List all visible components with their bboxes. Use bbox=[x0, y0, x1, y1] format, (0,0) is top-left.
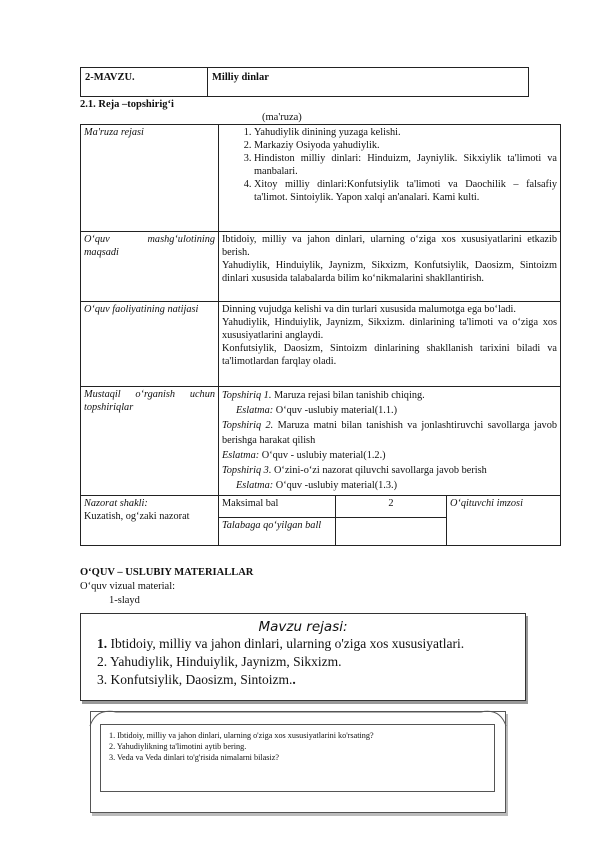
independent-cell bbox=[219, 387, 561, 496]
task-3 bbox=[222, 463, 557, 478]
note-3 bbox=[222, 478, 557, 493]
goal-cell bbox=[219, 232, 561, 302]
teacher-signature-label: O‘qituvchi imzosi bbox=[447, 496, 561, 546]
note-2 bbox=[222, 448, 557, 463]
slide-2-question: 3. Veda va Veda dinlari to'g'risida nimalarni bilasiz? bbox=[109, 753, 279, 762]
plan-cell bbox=[219, 125, 561, 232]
slide-1-line-num: 1. bbox=[97, 636, 108, 651]
student-score-value bbox=[336, 518, 447, 546]
lesson-plan-table bbox=[80, 124, 561, 546]
goal-line: Yahudiylik, Hinduiylik, Jaynizm, Sikxizm, Konfutsiylik, Daosizm, Sintoizm dinlari xususida talabalarda bilim ko‘nikmalarini shakllantirish. bbox=[222, 260, 557, 284]
task-1 bbox=[222, 388, 557, 403]
task-1-text: Maruza rejasi bilan tanishib chiqing. bbox=[271, 390, 425, 401]
materials-title: O‘QUV – USLUBIY MATERIALLAR bbox=[80, 567, 254, 578]
control-label: Nazorat shakli: bbox=[84, 498, 148, 509]
slide-1-line-num: 2. bbox=[97, 654, 108, 669]
task-2 bbox=[222, 418, 557, 448]
plan-item: 2. Markaziy Osiyoda yahudiylik. bbox=[254, 139, 557, 152]
plan-item: 3. Hindiston milliy dinlari: Hinduizm, Jayniylik. Sikxiylik ta'limoti va manbalari. bbox=[254, 152, 557, 178]
topic-number: 2-MAVZU. bbox=[81, 68, 208, 97]
slide-2-question: 2. Yahudiylikning ta'limotini aytib bering. bbox=[109, 742, 247, 751]
task-3-text: O‘zini-o‘zi nazorat qiluvchi savollarga javob berish bbox=[271, 465, 487, 476]
slide-label: 1-slayd bbox=[109, 595, 140, 606]
result-line: Konfutsiylik, Daosizm, Sintoizm dinlarining shakllanish tarixini biladi va ta'limotlardan farqlay oladi. bbox=[222, 343, 557, 367]
slide-2-questions bbox=[100, 724, 495, 792]
note-1 bbox=[222, 403, 557, 418]
control-method: Kuzatish, og‘zaki nazorat bbox=[84, 511, 190, 522]
plan-item: 4. Xitoy milliy dinlari:Konfutsiylik ta'limoti va Daochilik – falsafiy ta'limot. Sintoiylik. Yapon xalqi an'analari. Kami kulti. bbox=[254, 178, 557, 204]
result-cell bbox=[219, 302, 561, 387]
control-label-cell bbox=[81, 496, 219, 546]
goal-line: Ibtidoiy, milliy va jahon dinlari, ularning o‘ziga xos xususiyatlarini etkazib berish. bbox=[222, 234, 557, 258]
result-line: Dinning vujudga kelishi va din turlari xususida malumotga ega bo‘ladi. bbox=[222, 304, 516, 315]
reja-title: 2.1. Reja –topshirig‘i bbox=[80, 99, 174, 110]
slide-1-line-text: Konfutsiylik, Daosizm, Sintoizm. bbox=[107, 672, 293, 687]
goal-label: O‘quv mashg‘ulotining maqsadi bbox=[81, 232, 219, 302]
plan-list bbox=[222, 126, 557, 204]
student-score-label: Talabaga qo‘yilgan ball bbox=[219, 518, 336, 546]
topic-title: Milliy dinlar bbox=[208, 68, 529, 97]
max-score-label: Maksimal bal bbox=[219, 496, 336, 518]
topic-header-table bbox=[80, 67, 529, 97]
note-2-label: Eslatma: bbox=[222, 450, 260, 461]
note-3-label: Eslatma: bbox=[236, 480, 274, 491]
slide-1 bbox=[80, 613, 526, 701]
note-3-text: O‘quv -uslubiy material(1.3.) bbox=[273, 480, 398, 491]
slide-1-line-num: 3. bbox=[97, 672, 108, 687]
slide-1-line bbox=[81, 635, 525, 653]
note-1-text: O‘quv -uslubiy material(1.1.) bbox=[273, 405, 398, 416]
note-1-label: Eslatma: bbox=[236, 405, 274, 416]
result-line: Yahudiylik, Hinduiylik, Jaynizm, Sikxizm. dinlarining ta'limoti va o‘ziga xos xususiyatlarini anglaydi. bbox=[222, 317, 557, 341]
task-1-label: Topshiriq 1. bbox=[222, 390, 272, 401]
plan-item: 1. Yahudiylik dinining yuzaga kelishi. bbox=[254, 126, 557, 139]
slide-1-title: Mavzu rejasi: bbox=[258, 619, 348, 635]
slide-1-line: 3. Konfutsiylik, Daosizm, Sintoizm.. bbox=[97, 672, 296, 687]
task-3-label: Topshiriq 3. bbox=[222, 465, 272, 476]
slide-1-line-text: Ibtidoiy, milliy va jahon dinlari, ularning o'ziga xos xususiyatlari. bbox=[107, 636, 465, 651]
plan-label: Ma'ruza rejasi bbox=[81, 125, 219, 232]
task-2-label: Topshiriq 2. bbox=[222, 420, 274, 431]
task-2-text: Maruza matni bilan tanishish va jonlashtiruvchi savollarga javob berishga harakat qilish bbox=[222, 420, 557, 446]
slide-1-line bbox=[81, 653, 525, 671]
result-label: O‘quv faoliyatining natijasi bbox=[81, 302, 219, 387]
note-2-text: O‘quv - uslubiy material(1.2.) bbox=[259, 450, 386, 461]
slide-2-question: 1. Ibtidoiy, milliy va jahon dinlari, ularning o'ziga xos xususiyatlarini ko'rsating? bbox=[109, 731, 374, 740]
max-score-value: 2 bbox=[336, 496, 447, 518]
independent-label: Mustaqil o‘rganish uchun topshiriqlar bbox=[81, 387, 219, 496]
slide-1-line-text: Yahudiylik, Hinduiylik, Jaynizm, Sikxizm. bbox=[107, 654, 342, 669]
visual-material-label: O‘quv vizual material: bbox=[80, 581, 176, 592]
reja-subtitle: (ma'ruza) bbox=[262, 112, 302, 123]
